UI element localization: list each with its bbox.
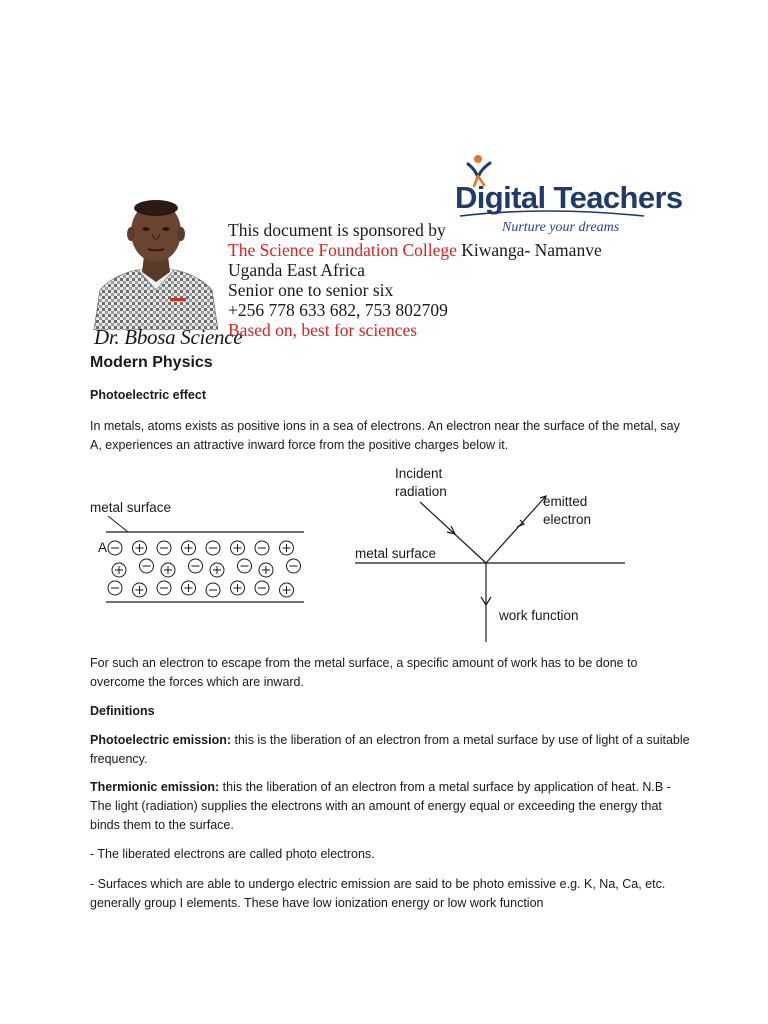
- emitted-ray: [486, 496, 546, 563]
- intro-paragraph: In metals, atoms exists as positive ions in a sea of electrons. An electron near the surface of the metal, say A, experiences an attractive inward force from the positive charges below it.: [90, 419, 680, 452]
- metal-surface-diagram: [90, 496, 315, 606]
- sponsor-banner: [90, 150, 683, 350]
- thermionic-text: this the liberation of an electron from a metal surface by application of heat. N.B - The light (radiation) supplies the electrons with an amount of energy equal or exceeding the energy that binds them to the surface.: [90, 780, 671, 832]
- emission-ray-diagram: [350, 460, 640, 645]
- section-heading: Photoelectric effect: [90, 388, 207, 402]
- surface-label-pointer: [108, 516, 128, 532]
- ray-surface-label: metal surface: [355, 546, 437, 561]
- photoelectric-text: this is the liberation of an electron from a metal surface by use of light of a suitable frequency.: [90, 733, 690, 766]
- logo-name: Digital Teachers: [455, 180, 683, 215]
- author-signature: Dr. Bbosa Science: [94, 325, 243, 349]
- escape-paragraph: For such an electron to escape from the metal surface, a specific amount of work has to be done to overcome the forces which are inward.: [90, 656, 638, 689]
- author-photo: [90, 194, 222, 330]
- sponsor-line: This document is sponsored by: [228, 220, 446, 240]
- photoelectric-definition: [90, 731, 690, 769]
- incident-label-1: Incident: [395, 466, 443, 481]
- thermionic-term: Thermionic emission:: [90, 780, 220, 794]
- thermionic-definition: [90, 778, 690, 835]
- logo-tagline: Nurture your dreams: [502, 220, 620, 235]
- emitted-label-1: emitted: [543, 494, 588, 509]
- college-line: [228, 240, 602, 260]
- surface-label: metal surface: [90, 500, 172, 515]
- incident-label-2: radiation: [395, 484, 447, 499]
- country-line: Uganda East Africa: [228, 260, 366, 280]
- slogan-line: Based on, best for sciences: [228, 320, 418, 340]
- work-function-label: work function: [499, 608, 579, 623]
- phone-line: +256 778 633 682, 753 802709: [228, 300, 448, 320]
- college-location: Kiwanga- Namanve: [456, 240, 602, 260]
- levels-line: Senior one to senior six: [228, 280, 394, 300]
- electron-a-label: A: [98, 540, 108, 555]
- college-name: The Science Foundation College: [228, 240, 457, 260]
- bullet-photo-emissive: - Surfaces which are able to undergo electric emission are said to be photo emissive e.g. K, Na, Ca, etc. generally group I elements. These have low ionization energy or low work function: [90, 877, 666, 910]
- page-title: Modern Physics: [90, 354, 213, 371]
- bullet-photo-electrons: - The liberated electrons are called photo electrons.: [90, 847, 375, 861]
- photoelectric-term: Photoelectric emission:: [90, 733, 232, 747]
- ion-grid: [108, 541, 301, 597]
- definitions-heading: Definitions: [90, 704, 155, 718]
- emitted-label-2: electron: [543, 512, 592, 527]
